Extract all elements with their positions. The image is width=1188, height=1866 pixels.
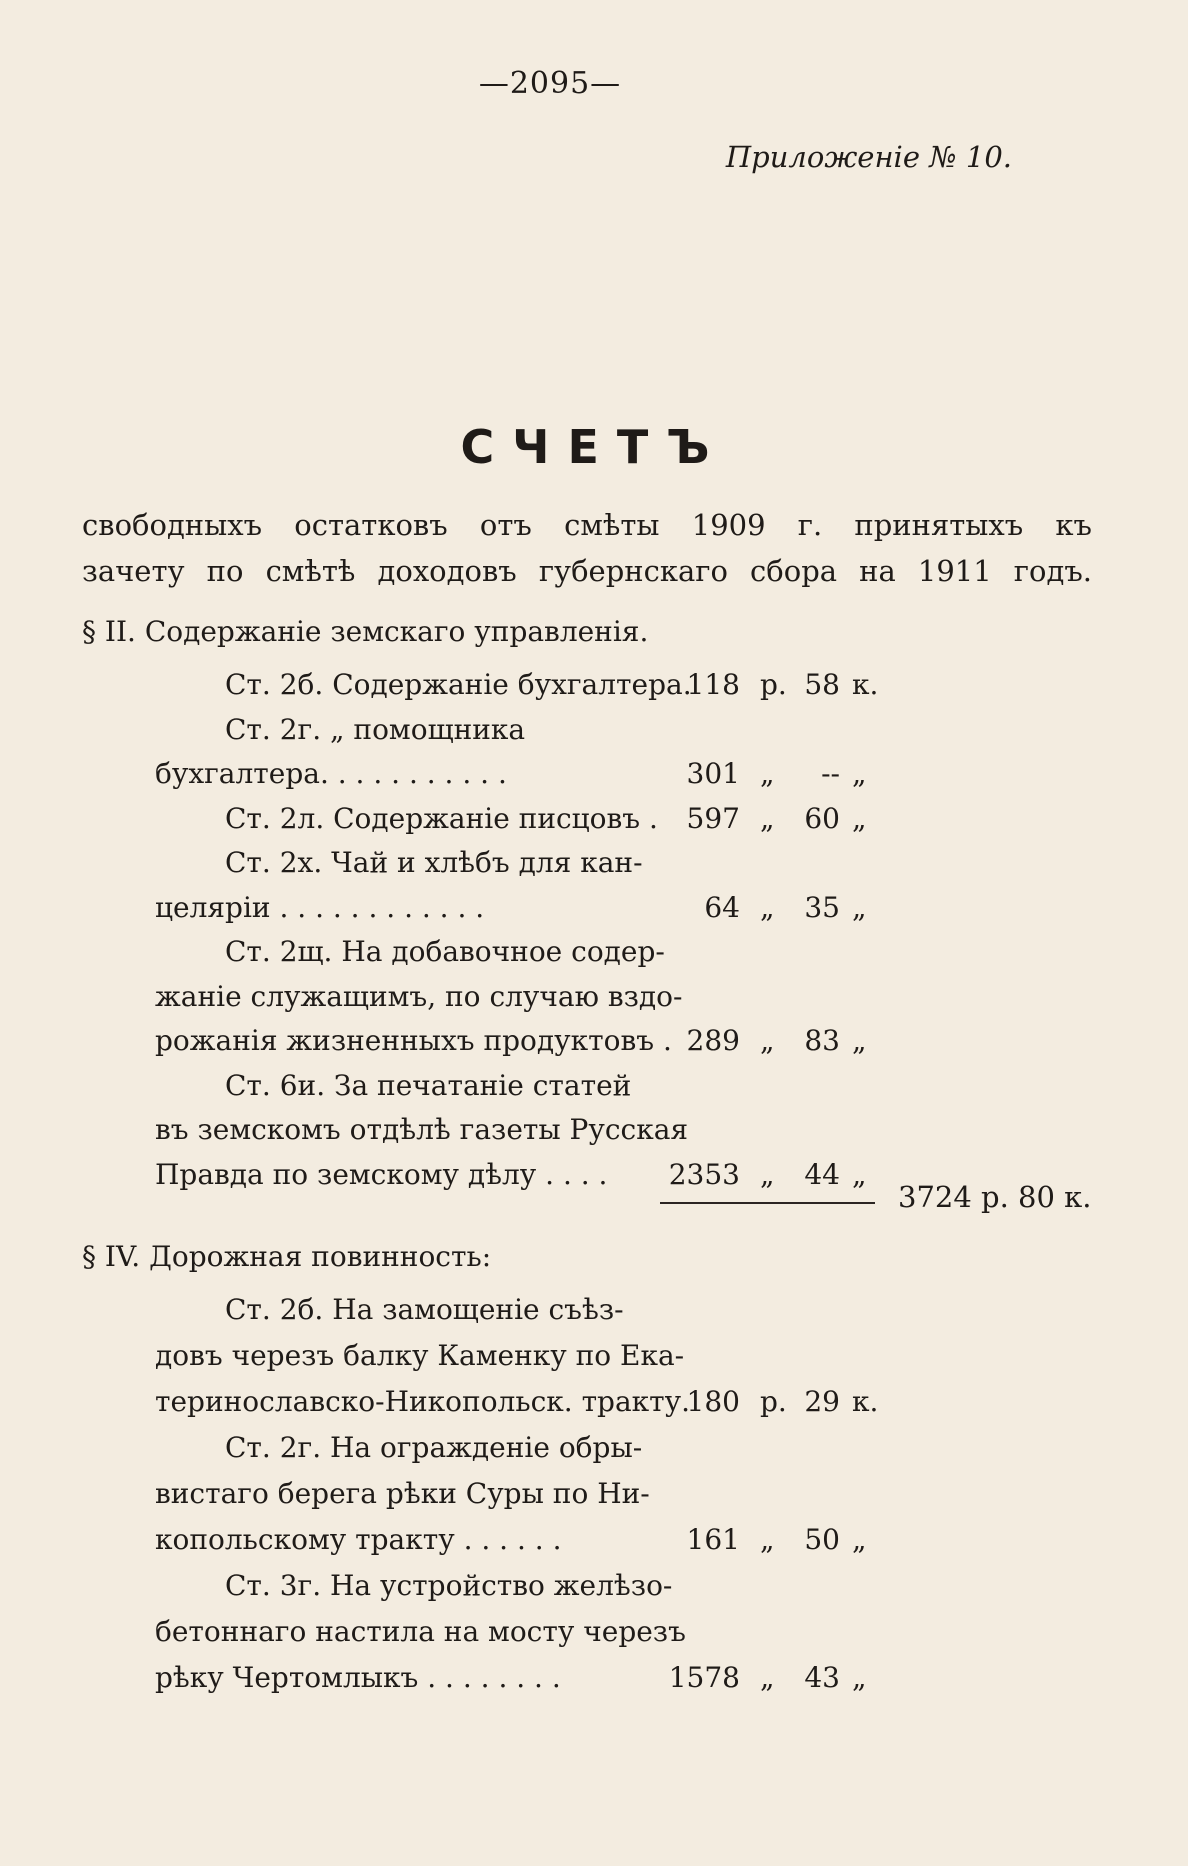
- amount-rubles: 118: [686, 668, 740, 701]
- amount-rubles: 289: [686, 1024, 740, 1057]
- amount-kopecks-unit: „: [852, 890, 867, 924]
- line-text: целярiи . . . . . . . . . . . .: [155, 890, 485, 924]
- amount-unit: р.: [760, 1385, 787, 1418]
- amount-kopecks: 35: [804, 890, 840, 924]
- amount-unit: „: [760, 1523, 775, 1556]
- amount-kopecks: 83: [804, 1024, 840, 1057]
- line-text: въ земскомъ отдѣлѣ газеты Русская: [155, 1113, 689, 1146]
- amount-rubles: 2353: [668, 1157, 740, 1191]
- appendix-label: Приложенiе № 10.: [725, 140, 1012, 174]
- amount-kopecks: 60: [804, 801, 840, 835]
- page-number: —2095—: [478, 66, 622, 101]
- line-text: Ст. 2г. „ помощника: [225, 712, 526, 746]
- line-text: Ст. 2б. Содержанiе бухгалтера.: [225, 668, 692, 701]
- line-text: Ст. 2г. На огражденiе обры-: [225, 1431, 643, 1464]
- amount-kopecks-unit: „: [852, 1024, 867, 1057]
- amount-kopecks: 58: [804, 668, 840, 701]
- amount-kopecks-unit: „: [852, 1157, 867, 1191]
- line-text: довъ черезъ балку Каменку по Ека-: [155, 1339, 685, 1372]
- line-text: копольскому тракту . . . . . .: [155, 1523, 562, 1556]
- amount-rubles: 180: [686, 1385, 740, 1418]
- amount-kopecks-unit: „: [852, 801, 867, 835]
- amount-unit: „: [760, 757, 775, 790]
- section-4-heading: § IV. Дорожная повинность:: [82, 1240, 492, 1273]
- amount-unit: „: [760, 1661, 775, 1694]
- line-text: Ст. 2х. Чай и хлѣбъ для кан-: [225, 846, 643, 879]
- section-2-heading: § II. Содержанiе земскаго управленiя.: [82, 615, 649, 648]
- line-text: Ст. 6и. За печатанiе статей: [225, 1068, 632, 1102]
- amount-unit: р.: [760, 668, 787, 701]
- amount-unit: „: [760, 1024, 775, 1057]
- amount-kopecks: 43: [804, 1661, 840, 1694]
- line-text: рѣку Чертомлыкъ . . . . . . . .: [155, 1661, 561, 1694]
- amount-kopecks: 50: [804, 1523, 840, 1556]
- subtitle-line-1: свободныхъ остатковъ отъ смѣты 1909 г. принятыхъ къ: [82, 508, 1092, 542]
- amount-rubles: 64: [704, 890, 740, 924]
- amount-unit: „: [760, 801, 775, 835]
- line-text: Ст. 2б. На замощенiе съѣз-: [225, 1293, 624, 1326]
- amount-kopecks-unit: „: [852, 757, 867, 790]
- line-text: бетоннаго настила на мосту черезъ: [155, 1615, 686, 1648]
- amount-kopecks-unit: „: [852, 1523, 867, 1556]
- line-text: Ст. 2щ. На добавочное содер-: [225, 935, 665, 968]
- amount-rubles: 301: [686, 757, 740, 790]
- amount-kopecks-unit: к.: [852, 668, 879, 701]
- line-text: теринославско-Никопольск. тракту.: [155, 1385, 691, 1418]
- line-text: бухгалтера. . . . . . . . . . .: [155, 757, 507, 790]
- sum-rule: [660, 1202, 875, 1204]
- document-title: СЧЕТЪ: [460, 420, 728, 474]
- amount-kopecks-unit: „: [852, 1661, 867, 1694]
- amount-kopecks: --: [821, 757, 840, 790]
- section-2-total: 3724 р. 80 к.: [898, 1180, 1092, 1214]
- amount-rubles: 161: [686, 1523, 740, 1556]
- line-text: Ст. 2л. Содержанiе писцовъ .: [225, 801, 658, 835]
- amount-kopecks: 29: [804, 1385, 840, 1418]
- line-text: жанiе служащимъ, по случаю вздо-: [155, 979, 683, 1013]
- amount-unit: „: [760, 1157, 775, 1191]
- line-text: рожанiя жизненныхъ продуктовъ .: [155, 1024, 672, 1057]
- line-text: вистаго берега рѣки Суры по Ни-: [155, 1477, 650, 1510]
- subtitle-line-2: зачету по смѣтѣ доходовъ губернскаго сбора на 1911 годъ.: [82, 554, 1092, 588]
- amount-rubles: 597: [686, 801, 740, 835]
- line-text: Ст. 3г. На устройство желѣзо-: [225, 1569, 673, 1602]
- amount-rubles: 1578: [668, 1661, 740, 1694]
- amount-kopecks: 44: [804, 1157, 840, 1191]
- amount-kopecks-unit: к.: [852, 1385, 879, 1418]
- amount-unit: „: [760, 890, 775, 924]
- line-text: Правда по земскому дѣлу . . . .: [155, 1157, 608, 1191]
